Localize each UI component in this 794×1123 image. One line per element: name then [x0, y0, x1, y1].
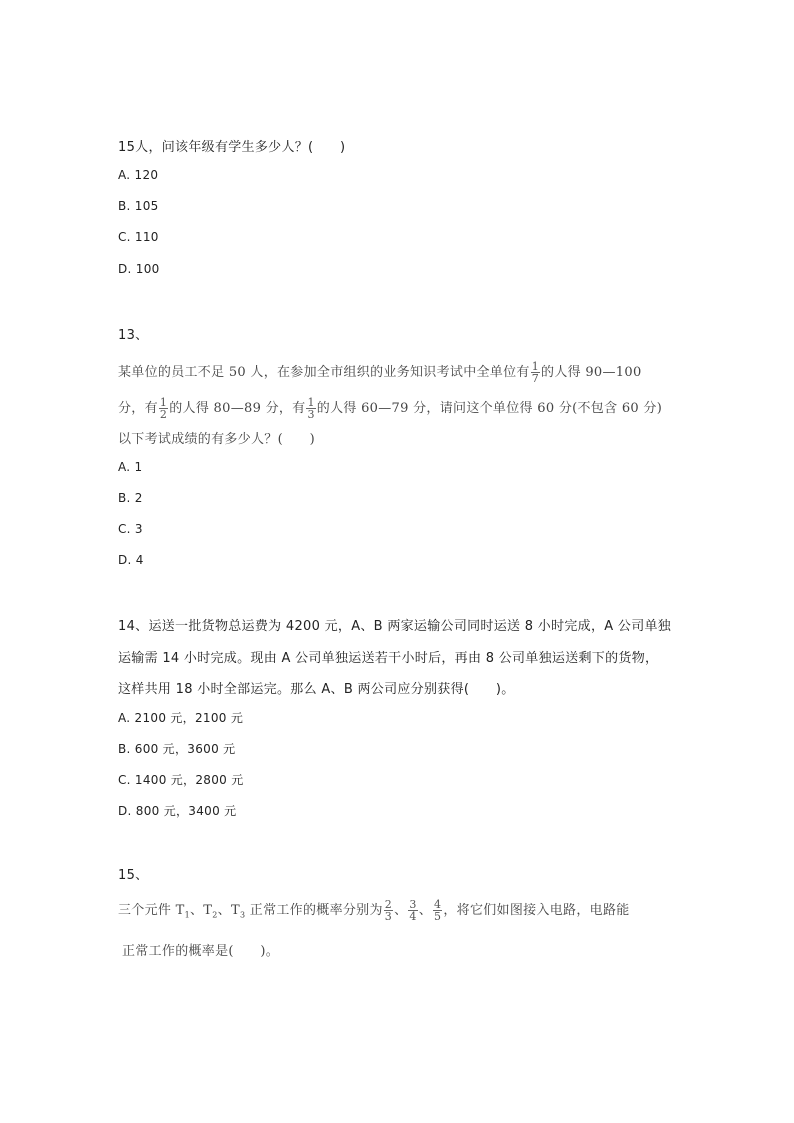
fraction-2-3 — [384, 899, 393, 922]
question-15-line-2: 正常工作的概率是( )。 — [122, 944, 280, 959]
option-b: B. 2 — [118, 491, 143, 505]
q13-text-1b: 的人得 90—100 — [541, 365, 642, 380]
fraction-numerator: 4 — [434, 898, 442, 911]
fraction-denominator: 4 — [409, 910, 417, 923]
option-a: A. 2100 元，2100 元 — [118, 711, 244, 725]
question-stem: 15人，问该年级有学生多少人？( ) — [118, 140, 346, 155]
question-13-number: 13、 — [118, 328, 149, 343]
option-d: D. 800 元，3400 元 — [118, 804, 237, 818]
subscript-1: 1 — [184, 910, 190, 920]
question-13-line-1 — [118, 361, 642, 384]
option-b: B. 600 元，3600 元 — [118, 742, 236, 756]
fraction-denominator: 3 — [384, 910, 393, 923]
q13-text-1a: 某单位的员工不足 50 人，在参加全市组织的业务知识考试中全单位有 — [118, 365, 530, 380]
option-d: D. 4 — [118, 553, 144, 567]
fraction-numerator: 1 — [307, 396, 315, 409]
question-15-number: 15、 — [118, 868, 149, 883]
subscript-2: 2 — [212, 910, 218, 920]
separator: 、 — [418, 903, 433, 918]
separator: 、T — [217, 903, 240, 918]
question-15-line-1 — [118, 899, 630, 922]
option-c: C. 110 — [118, 230, 159, 244]
q13-text-2b: 的人得 80—89 分，有 — [169, 401, 306, 416]
separator: 、T — [190, 903, 213, 918]
fraction-denominator: 5 — [434, 910, 442, 923]
question-13-line-2 — [118, 397, 662, 420]
fraction-denominator: 7 — [531, 372, 540, 385]
option-a: A. 120 — [118, 168, 159, 182]
fraction-4-5 — [433, 899, 442, 922]
q13-text-2a: 分，有 — [118, 401, 158, 416]
fraction-denominator: 2 — [159, 408, 168, 421]
fraction-numerator: 2 — [384, 898, 393, 911]
fraction-3-4 — [408, 899, 417, 922]
fraction-1-3 — [306, 397, 315, 420]
question-14-line-2: 运输需 14 小时完成。现由 A 公司单独运送若干小时后，再由 8 公司单独运送剩下的货物， — [118, 651, 659, 666]
question-13-line-3: 以下考试成绩的有多少人？( ) — [118, 432, 315, 447]
fraction-numerator: 3 — [409, 898, 417, 911]
option-b: B. 105 — [118, 199, 159, 213]
option-c: C. 3 — [118, 522, 143, 536]
q15-intro: 三个元件 T — [118, 903, 185, 918]
option-d: D. 100 — [118, 262, 160, 276]
question-14-line-3: 这样共用 18 小时全部运完。那么 A、B 两公司应分别获得( )。 — [118, 682, 515, 697]
question-14-line-1: 14、运送一批货物总运费为 4200 元，A、B 两家运输公司同时运送 8 小时完成，A 公司单独 — [118, 619, 672, 634]
separator: 、 — [394, 903, 408, 918]
subscript-3: 3 — [239, 910, 246, 920]
fraction-1-7 — [531, 361, 540, 384]
fraction-numerator: 1 — [531, 360, 540, 373]
q15-mid: 正常工作的概率分别为 — [245, 903, 383, 918]
fraction-numerator: 1 — [159, 396, 168, 409]
fraction-denominator: 3 — [307, 408, 315, 421]
option-a: A. 1 — [118, 460, 143, 474]
option-c: C. 1400 元，2800 元 — [118, 773, 244, 787]
q15-tail: ，将它们如图接入电路，电路能 — [443, 903, 630, 918]
q13-text-2c: 的人得 60—79 分，请问这个单位得 60 分(不包含 60 分) — [316, 401, 663, 416]
fraction-1-2 — [159, 397, 168, 420]
